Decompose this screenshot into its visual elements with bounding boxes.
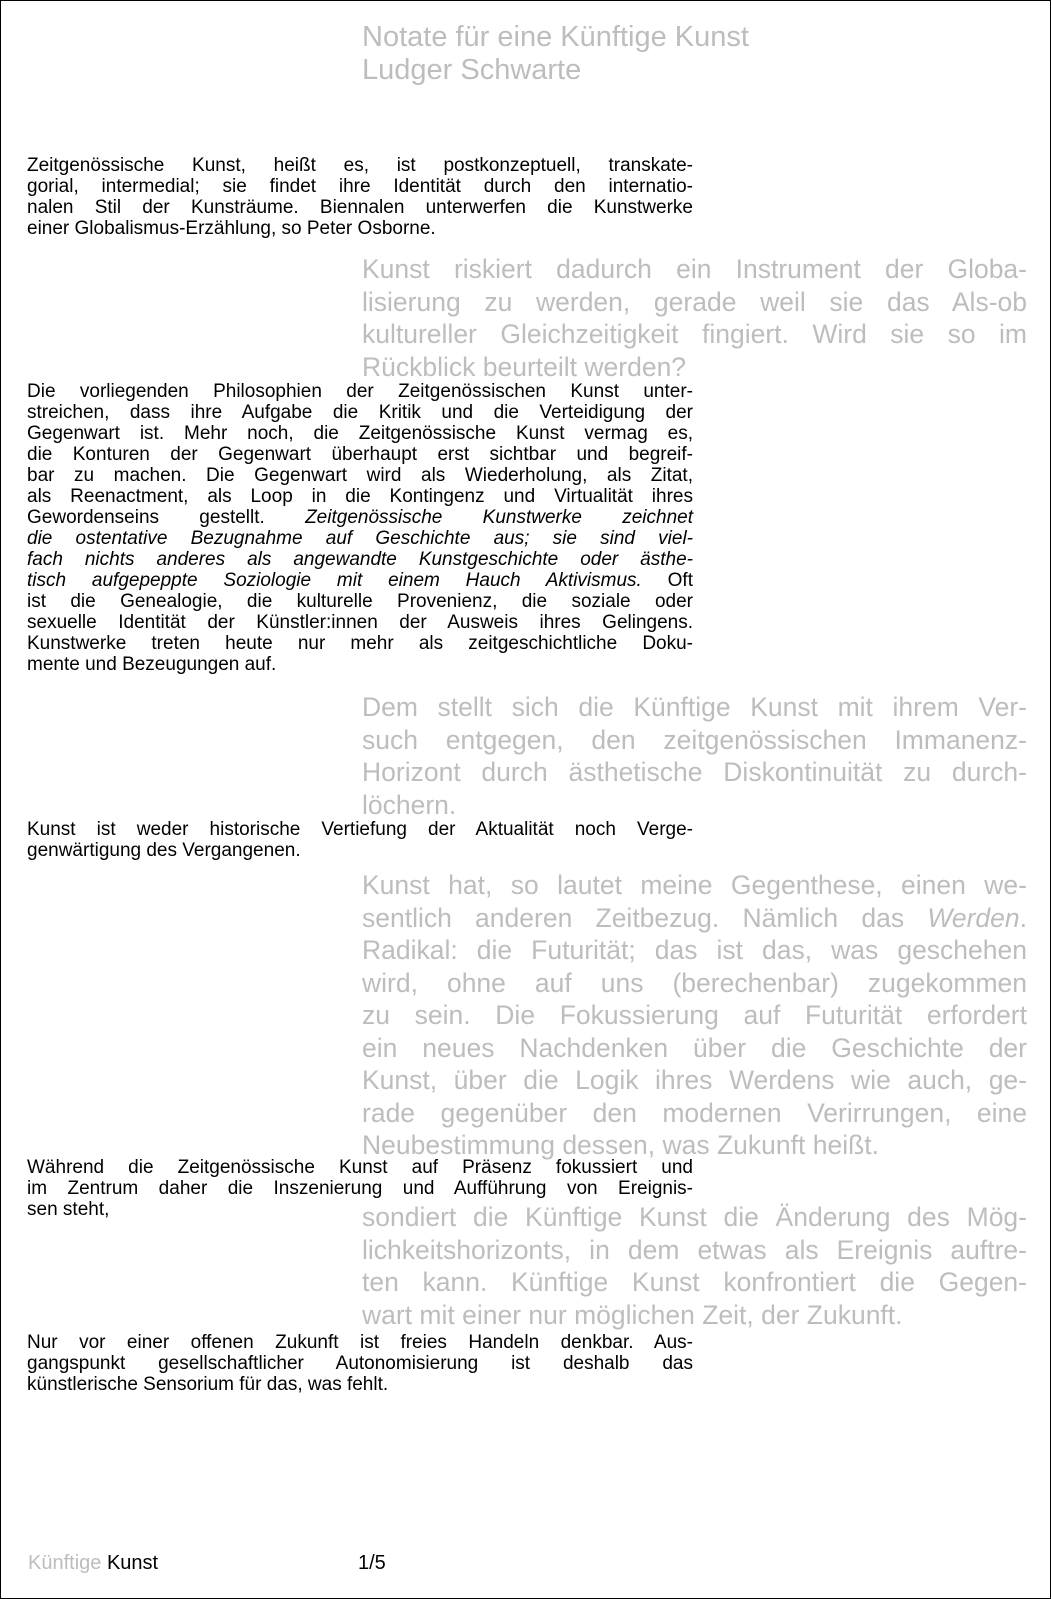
text-line: Radikal: die Futurität; das ist das, was geschehen bbox=[362, 935, 1027, 965]
footer-label bbox=[28, 1552, 158, 1574]
text-line: Neubestimmung dessen, was Zukunft heißt. bbox=[362, 1130, 879, 1160]
text-line: streichen, dass ihre Aufgabe die Kritik und die Verteidigung der bbox=[27, 402, 693, 423]
text-segment: Oft bbox=[641, 570, 693, 591]
text-line bbox=[27, 570, 693, 591]
text-line: bar zu machen. Die Gegenwart wird als Wiederholung, als Zitat, bbox=[27, 465, 693, 486]
text-line: löchern. bbox=[362, 789, 457, 820]
paragraph-discontinuity bbox=[362, 691, 1027, 821]
italic-segment: Werden bbox=[927, 902, 1020, 933]
text-line: Die vorliegenden Philosophien der Zeitgenössischen Kunst unter- bbox=[27, 381, 693, 402]
text-line: wart mit einer nur möglichen Zeit, der Zukunft. bbox=[362, 1299, 903, 1330]
text-line: Kunst ist weder historische Vertiefung der Aktualität noch Verge- bbox=[27, 819, 693, 840]
paragraph-actuality bbox=[27, 819, 693, 861]
text-line: als Reenactment, als Loop in die Kontingenz und Virtualität ihres bbox=[27, 486, 693, 507]
page-number: 1/5 bbox=[358, 1552, 386, 1574]
text-line bbox=[362, 902, 1027, 935]
text-segment: . bbox=[1019, 902, 1027, 933]
text-line: einer Globalismus-Erzählung, so Peter Osborne. bbox=[27, 218, 436, 239]
footer-label-gray: Künftige bbox=[28, 1552, 102, 1574]
text-line: Gegenwart ist. Mehr noch, die Zeitgenössische Kunst vermag es, bbox=[27, 423, 693, 444]
paragraph-counterthesis bbox=[362, 869, 1027, 1162]
text-line: genwärtigung des Vergangenen. bbox=[27, 840, 301, 861]
text-line: nalen Stil der Kunsträume. Biennalen unterwerfen die Kunstwerke bbox=[27, 197, 693, 218]
text-line: Kunst, über die Logik ihres Werdens wie auch, ge- bbox=[362, 1065, 1027, 1095]
italic-segment: tisch aufgepeppte Soziologie mit einem Hauch Aktivismus. bbox=[27, 570, 642, 591]
text-line: Rückblick beurteilt werden? bbox=[362, 351, 687, 382]
text-line: lichkeitshorizonts, in dem etwas als Ereignis auftre- bbox=[362, 1234, 1027, 1265]
italic-line: die ostentative Bezugnahme auf Geschichte aus; sie sind viel- bbox=[27, 528, 693, 549]
text-line: sen steht, bbox=[27, 1199, 110, 1220]
text-line: rade gegenüber den modernen Verirrungen, eine bbox=[362, 1097, 1027, 1128]
text-line: such entgegen, den zeitgenössischen Immanenz- bbox=[362, 724, 1027, 755]
text-line: im Zentrum daher die Inszenierung und Aufführung von Ereignis- bbox=[27, 1178, 693, 1199]
paragraph-open-future bbox=[27, 1332, 693, 1395]
text-line: wird, ohne auf uns (berechenbar) zugekommen bbox=[362, 967, 1027, 998]
text-line: gangspunkt gesellschaftlicher Autonomisierung ist deshalb das bbox=[27, 1353, 693, 1374]
text-line: lisierung zu werden, gerade weil sie das Als-ob bbox=[362, 286, 1027, 317]
text-line: Dem stellt sich die Künftige Kunst mit ihrem Ver- bbox=[362, 692, 1027, 722]
text-line: gorial, intermedial; sie findet ihre Identität durch den internatio- bbox=[27, 176, 693, 197]
text-line: die Konturen der Gegenwart überhaupt erst sichtbar und begreif- bbox=[27, 444, 693, 465]
text-line: ist die Genealogie, die kulturelle Provenienz, die soziale oder bbox=[27, 591, 693, 612]
text-line: sexuelle Identität der Künstler:innen der Ausweis ihres Gelingens. bbox=[27, 612, 693, 633]
text-line bbox=[27, 507, 693, 528]
text-line: künstlerische Sensorium für das, was fehlt. bbox=[27, 1374, 389, 1395]
paragraph-globalization bbox=[362, 253, 1027, 383]
paragraph-philosophies bbox=[27, 381, 693, 675]
text-line: Nur vor einer offenen Zukunft ist freies Handeln denkbar. Aus- bbox=[27, 1332, 693, 1353]
text-line: Horizont durch ästhetische Diskontinuität zu durch- bbox=[362, 757, 1027, 787]
text-line: sondiert die Künftige Kunst die Änderung des Mög- bbox=[362, 1202, 1027, 1232]
footer-label-black: Kunst bbox=[106, 1552, 159, 1574]
paragraph-possibility bbox=[362, 1201, 1027, 1331]
text-line: Kunst riskiert dadurch ein Instrument der Globa- bbox=[362, 254, 1027, 284]
text-line: kultureller Gleichzeitigkeit fingiert. Wird sie so im bbox=[362, 319, 1027, 349]
text-line: Kunstwerke treten heute nur mehr als zeitgeschichtliche Doku- bbox=[27, 633, 693, 654]
paragraph-intro bbox=[27, 155, 693, 239]
italic-line: fach nichts anderes als angewandte Kunstgeschichte oder ästhe- bbox=[27, 549, 693, 570]
text-line: Während die Zeitgenössische Kunst auf Präsenz fokussiert und bbox=[27, 1157, 693, 1178]
text-line: Kunst hat, so lautet meine Gegenthese, einen we- bbox=[362, 870, 1027, 900]
text-line: zu sein. Die Fokussierung auf Futurität erfordert bbox=[362, 1000, 1027, 1030]
text-line: Zeitgenössische Kunst, heißt es, ist postkonzeptuell, transkate- bbox=[27, 155, 693, 176]
author-name: Ludger Schwarte bbox=[362, 54, 582, 86]
text-segment: Gewordenseins gestellt. bbox=[27, 507, 306, 528]
text-line: ten kann. Künftige Kunst konfrontiert die Gegen- bbox=[362, 1267, 1027, 1297]
text-segment: sentlich anderen Zeitbezug. Nämlich das bbox=[362, 902, 928, 933]
text-line: mente und Bezeugungen auf. bbox=[27, 654, 277, 675]
page-title bbox=[362, 21, 749, 87]
text-line: ein neues Nachdenken über die Geschichte der bbox=[362, 1032, 1027, 1063]
italic-segment: Zeitgenössische Kunstwerke zeichnet bbox=[305, 507, 693, 528]
title-text: Notate für eine Künftige Kunst bbox=[362, 21, 749, 53]
